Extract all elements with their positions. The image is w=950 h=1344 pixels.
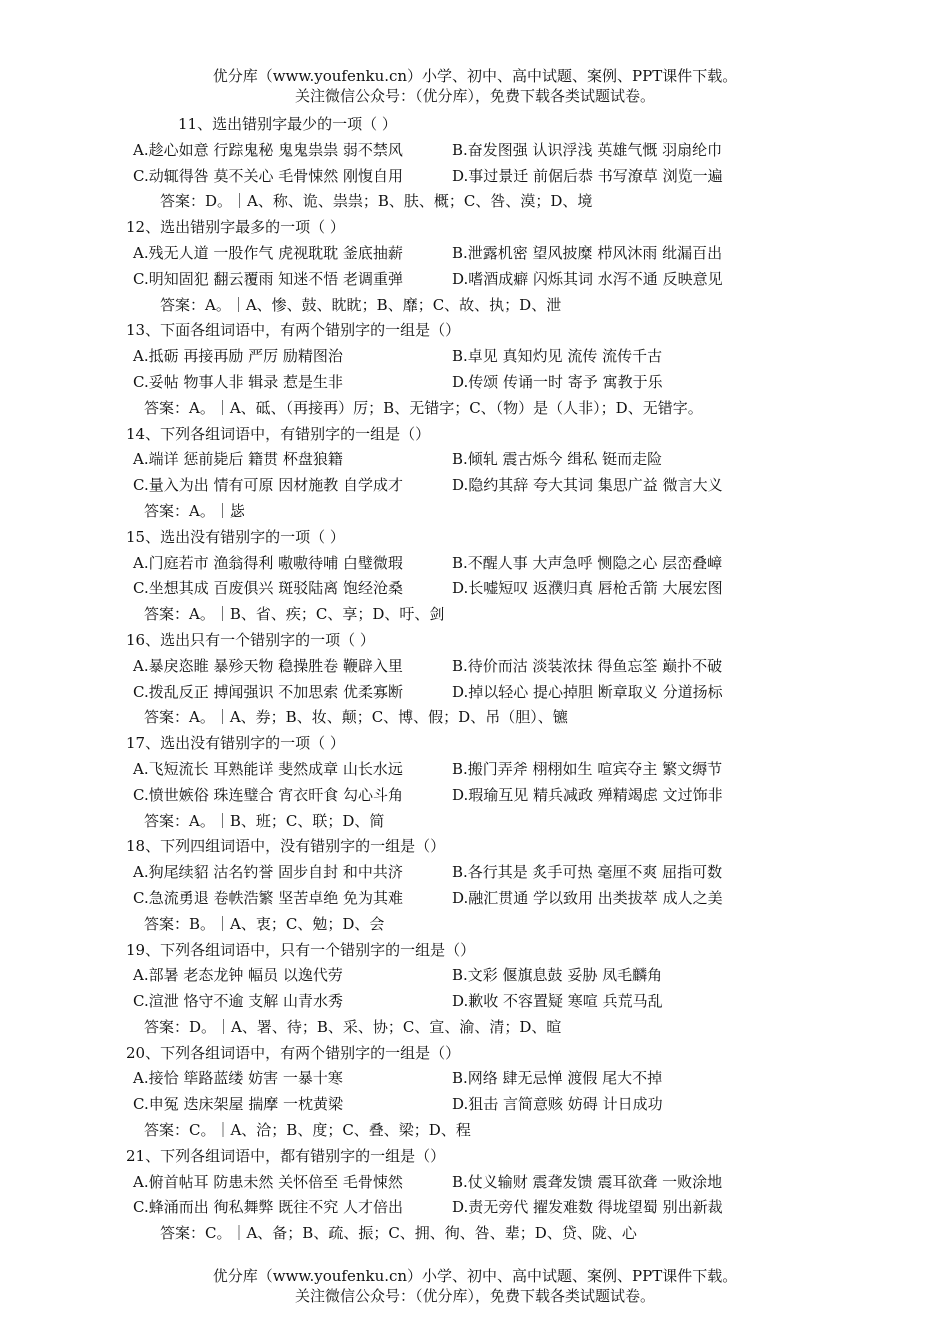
option-c: C.动辄得咎 莫不关心 毛骨悚然 刚愎自用 bbox=[133, 166, 404, 185]
question-15 bbox=[0, 525, 950, 628]
question-18 bbox=[0, 834, 950, 937]
option-b: B.仗义输财 震聋发馈 震耳欲聋 一败涂地 bbox=[452, 1172, 723, 1191]
option-a: A.门庭若市 渔翁得利 嗷嗷待哺 白璧微瑕 bbox=[133, 553, 403, 572]
answer-text: 答案：A。｜毖 bbox=[144, 501, 245, 520]
option-a: A.残无人道 一股作气 虎视耽耽 釜底抽薪 bbox=[133, 243, 403, 262]
option-d: D.事过景迁 前倨后恭 书写潦草 浏览一遍 bbox=[452, 166, 723, 185]
option-c: C.拨乱反正 搏闻强识 不加思索 优柔寡断 bbox=[133, 682, 404, 701]
option-b: B.搬门弄斧 栩栩如生 喧宾夺主 繁文缛节 bbox=[452, 759, 723, 778]
option-b: B.奋发图强 认识浮浅 英雄气慨 羽扇纶巾 bbox=[452, 140, 723, 159]
option-d: D.瑕瑜互见 精兵减政 殚精竭虑 文过饰非 bbox=[452, 785, 723, 804]
question-20 bbox=[0, 1041, 950, 1144]
option-b: B.泄露机密 望风披糜 栉风沐雨 纰漏百出 bbox=[452, 243, 723, 262]
option-a: A.部暑 老态龙钟 幅员 以逸代劳 bbox=[133, 966, 343, 985]
page-header bbox=[0, 66, 950, 106]
option-c: C.妥帖 物事人非 辑录 惹是生非 bbox=[133, 372, 344, 391]
question-title: 15、选出没有错别字的一项（ ） bbox=[126, 527, 345, 546]
question-title: 18、下列四组词语中，没有错别字的一组是（） bbox=[126, 837, 446, 856]
option-b: B.网络 肆无忌惮 渡假 尾大不掉 bbox=[452, 1069, 663, 1088]
option-d: D.歉收 不容置疑 寒喧 兵荒马乱 bbox=[452, 992, 663, 1011]
option-a: A.端详 惩前毙后 籍贯 杯盘狼籍 bbox=[133, 450, 343, 469]
option-a: A.抵砺 再接再励 严厉 励精图治 bbox=[133, 347, 343, 366]
option-c: C.渲泄 恪守不逾 支解 山青水秀 bbox=[133, 992, 344, 1011]
option-c: C.蜂涌而出 徇私舞弊 既往不究 人才倍出 bbox=[133, 1198, 404, 1217]
option-d: D.融汇贯通 学以致用 出类拔萃 成人之美 bbox=[452, 888, 723, 907]
option-c: C.量入为出 情有可原 因材施教 自学成才 bbox=[133, 476, 404, 495]
option-b: B.文彩 偃旗息鼓 妥胁 凤毛麟角 bbox=[452, 966, 663, 985]
option-c: C.愤世嫉俗 珠连璧合 宵衣旰食 勾心斗角 bbox=[133, 785, 404, 804]
question-title: 14、下列各组词语中，有错别字的一组是（） bbox=[126, 424, 431, 443]
question-title: 19、下列各组词语中，只有一个错别字的一组是（） bbox=[126, 940, 476, 959]
option-c: C.坐想其成 百废俱兴 斑驳陆离 饱经沧桑 bbox=[133, 579, 404, 598]
answer-text: 答案：D。｜A、称、诡、祟祟；B、肤、概；C、咎、漠；D、境 bbox=[160, 192, 593, 211]
option-d: D.长嘘短叹 返濮归真 唇枪舌箭 大展宏图 bbox=[452, 579, 723, 598]
answer-text: 答案：A。｜B、班；C、联；D、简 bbox=[144, 811, 385, 830]
question-17 bbox=[0, 731, 950, 834]
question-title: 12、选出错别字最多的一项（ ） bbox=[126, 218, 345, 237]
option-a: A.飞短流长 耳熟能详 斐然成章 山长水远 bbox=[133, 759, 403, 778]
option-d: D.嗜酒成癖 闪烁其词 水泻不通 反映意见 bbox=[452, 269, 723, 288]
question-19 bbox=[0, 938, 950, 1041]
option-a: A.接恰 筚路蓝缕 妨害 一暴十寒 bbox=[133, 1069, 343, 1088]
option-b: B.各行其是 炙手可热 毫厘不爽 屈指可数 bbox=[452, 863, 723, 882]
option-d: D.传颂 传诵一时 寄予 寓教于乐 bbox=[452, 372, 663, 391]
option-a: A.趁心如意 行踪鬼秘 鬼鬼祟祟 弱不禁风 bbox=[133, 140, 403, 159]
option-d: D.隐约其辞 夸大其词 集思广益 微言大义 bbox=[452, 476, 723, 495]
question-13 bbox=[0, 318, 950, 421]
question-title: 16、选出只有一个错别字的一项（ ） bbox=[126, 630, 375, 649]
answer-text: 答案：A。｜A、砥、（再接再）厉；B、无错字；C、（物）是（人非）；D、无错字。 bbox=[144, 398, 703, 417]
option-b: B.待价而沽 淡装浓抹 得鱼忘筌 巅扑不破 bbox=[452, 656, 723, 675]
footer-line-1: 优分库（www.youfenku.cn）小学、初中、高中试题、案例、PPT课件下载。 bbox=[212, 1267, 738, 1285]
question-title: 17、选出没有错别字的一项（ ） bbox=[126, 734, 345, 753]
question-11 bbox=[0, 112, 950, 215]
header-line-1: 优分库（www.youfenku.cn）小学、初中、高中试题、案例、PPT课件下载。 bbox=[212, 67, 738, 85]
footer-line-2: 关注微信公众号：（优分库），免费下载各类试题试卷。 bbox=[294, 1287, 655, 1305]
answer-text: 答案：C。｜A、洽；B、度；C、叠、梁；D、程 bbox=[144, 1121, 471, 1140]
option-a: A.暴戾恣睢 暴殄天物 稳操胜卷 鞭辟入里 bbox=[133, 656, 403, 675]
question-21 bbox=[0, 1144, 950, 1247]
option-a: A.俯首帖耳 防患未然 关怀倍至 毛骨悚然 bbox=[133, 1172, 403, 1191]
question-title: 21、下列各组词语中，都有错别字的一组是（） bbox=[126, 1146, 446, 1165]
option-c: C.急流勇退 卷帙浩繁 坚苦卓绝 免为其难 bbox=[133, 888, 404, 907]
option-d: D.掉以轻心 提心掉胆 断章取义 分道扬标 bbox=[452, 682, 723, 701]
answer-text: 答案：C。｜A、备；B、疏、振；C、拥、徇、咎、辈；D、贷、陇、心 bbox=[160, 1224, 637, 1243]
page-footer bbox=[0, 1266, 950, 1306]
option-d: D.责无旁代 擢发难数 得垅望蜀 别出新裁 bbox=[452, 1198, 723, 1217]
answer-text: 答案：A。｜B、省、疾；C、享；D、吁、剑 bbox=[144, 605, 445, 624]
option-d: D.狙击 言简意赅 妨碍 计日成功 bbox=[452, 1095, 663, 1114]
option-c: C.明知固犯 翻云覆雨 知迷不悟 老调重弹 bbox=[133, 269, 404, 288]
question-list bbox=[0, 112, 950, 1247]
question-12 bbox=[0, 215, 950, 318]
question-title: 20、下列各组词语中，有两个错别字的一组是（） bbox=[126, 1043, 461, 1062]
option-b: B.卓见 真知灼见 流传 流传千古 bbox=[452, 347, 663, 366]
option-b: B.不醒人事 大声急呼 恻隐之心 层峦叠嶂 bbox=[452, 553, 723, 572]
option-c: C.申冤 迭床架屋 揣摩 一枕黄梁 bbox=[133, 1095, 344, 1114]
question-title: 11、选出错别字最少的一项（ ） bbox=[178, 115, 397, 133]
header-line-2: 关注微信公众号：（优分库），免费下载各类试题试卷。 bbox=[294, 87, 655, 105]
question-14 bbox=[0, 422, 950, 525]
answer-text: 答案：A。｜A、惨、鼓、眈眈；B、靡；C、故、执；D、泄 bbox=[160, 295, 562, 314]
answer-text: 答案：A。｜A、券；B、妆、颠；C、博、假；D、吊（胆）、镳 bbox=[144, 708, 568, 727]
question-title: 13、下面各组词语中，有两个错别字的一组是（） bbox=[126, 321, 461, 340]
answer-text: 答案：B。｜A、衷；C、勉；D、会 bbox=[144, 914, 385, 933]
answer-text: 答案：D。｜A、署、待；B、采、协；C、宣、渝、清；D、暄 bbox=[144, 1017, 562, 1036]
option-b: B.倾轧 震古烁今 缉私 铤而走险 bbox=[452, 450, 663, 469]
option-a: A.狗尾续貂 沽名钓誉 固步自封 和中共济 bbox=[133, 863, 403, 882]
question-16 bbox=[0, 628, 950, 731]
